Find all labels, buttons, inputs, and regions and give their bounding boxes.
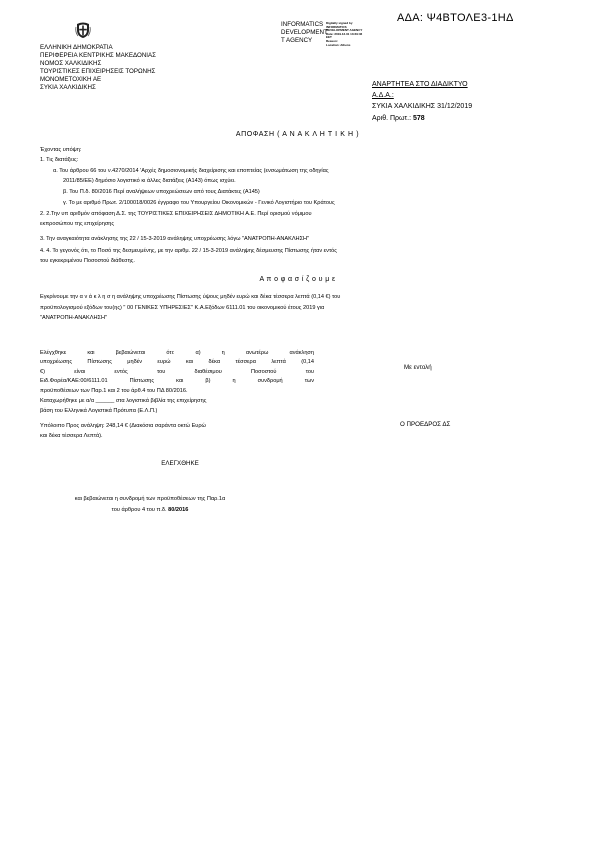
verification-line: Ειδ.Φορέα/ΚΑΕ:00/6111.01 Πίστωσης και β) η συνδρομή των [40, 378, 314, 385]
consideration-item: του εγκεκριμένου Ποσοστού διάθεσης. [40, 258, 135, 264]
issuer-block [40, 44, 156, 92]
verification-line: υποχρέωσης Πίστωσης μηδέν ευρώ και δέκα τέσσερα λεπτά (0,14 [40, 359, 314, 366]
verification-line: Ελέγχθηκε και βεβαιώνεται ότι: α) η ανωτέρω ανάκληση [40, 350, 314, 356]
certify-line [0, 507, 300, 514]
issuer-line: ΤΟΥΡΙΣΤΙΚΕΣ ΕΠΙΧΕΙΡΗΣΕΙΣ ΤΟΡΩΝΗΣ [40, 68, 156, 75]
consideration-subitem: α. Του άρθρου 66 του ν.4270/2014 'Αρχές δημοσιονομικής διαχείρισης και εποπτείας (ενσωμάτωση της οδηγίας [53, 168, 329, 174]
consideration-subitem: 2011/85/ΕΕ) δημόσιο λογιστικό κι άλλες διατάξεις (Α143) όπως ισχύει. [63, 178, 236, 184]
decision-line: "ΑΝΑΤΡΟΠΗ-ΑΝΑΚΛΗΣΗ" [40, 315, 108, 321]
decision-heading: Α π ο φ α σ ί ζ ο υ μ ε [259, 276, 336, 283]
consideration-item: εκπροσώπου της επιχείρησης [40, 221, 115, 227]
verification-block [40, 349, 314, 396]
agency-stamp: INFORMATICS DEVELOPMENT T AGENCY [281, 21, 328, 44]
ada-code: ΑΔΑ: Ψ4ΒΤΟΛΕ3-1ΗΔ [397, 12, 514, 24]
protocol-line [372, 114, 425, 123]
verification-line: €) είναι εντός του διαθέσιμου Ποσοστού του [40, 368, 314, 375]
ada-label: Α.Δ.Α.: [372, 92, 394, 99]
recorded-line: βάση του Ελληνικά Λογιστικά Πρότυπα (Ε.Λ.Π.) [40, 408, 158, 414]
consideration-item: 3. Την αναγκαιότητα ανάκλησης της 22 / 15-3-2019 ανάληψης υποχρέωσης λόγω "ΑΝΑΤΡΟΠΗ-ΑΝΑΚΛΗΣΗ" [40, 236, 310, 242]
president-label: Ο ΠΡΟΕΔΡΟΣ ΔΣ [400, 421, 451, 428]
document-title: ΑΠΟΦΑΣΗ ( Α Ν Α Κ Λ Η Τ Ι Κ Η ) [235, 131, 360, 138]
protocol-label: Αριθ. Πρωτ.: [372, 115, 412, 122]
issuer-line: ΝΟΜΟΣ ΧΑΛΚΙΔΙΚΗΣ [40, 60, 102, 67]
decision-line: προϋπολογισμού εξόδων του(ης) " 00 ΓΕΝΙΚΕΣ ΥΠΗΡΕΣΙΕΣ" Κ.Α.Εξόδων 6111.01 του οικονομικού έτους 2019 για [40, 305, 325, 311]
considerations-intro: Έχοντας υπόψη: [40, 147, 82, 153]
remaining-amount: και δέκα τέσσερα Λεπτά). [40, 433, 103, 439]
protocol-number: 578 [413, 115, 425, 122]
consideration-item: 4. 4. Το γεγονός ότι, το Ποσό της δεσμευμένης, με την αριθμ. 22 / 15-3-2019 ανάληψης δέσμευσης Πίστωσης ήταν εντός [40, 248, 337, 254]
checked-label: ΕΛΕΓΧΘΗΚΕ [161, 460, 199, 467]
issuer-line: ΣΥΚΙΑ ΧΑΛΚΙΔΙΚΗΣ [40, 84, 96, 91]
digital-signature-text: Digitally signed by INFORMATICS DEVELOPMENT AGENCY Date: 2019.12.31 13:29:46 EET Reason: Location: Athens [326, 21, 363, 47]
remaining-amount: Υπόλοιπο Προς ανάληψη: 248,14 € (Διακόσια σαράντα οκτώ Ευρώ [40, 423, 206, 429]
place-date: ΣΥΚΙΑ ΧΑΛΚΙΔΙΚΗΣ 31/12/2019 [372, 103, 473, 110]
issuer-line: ΕΛΛΗΝΙΚΗ ΔΗΜΟΚΡΑΤΙΑ [40, 44, 113, 51]
consideration-item: 1. Τις διατάξεις: [40, 157, 79, 163]
consideration-subitem: γ. Το με αριθμό Πρωτ. 2/100018/0026 έγγραφο του Υπουργείου Οικονομικών - Γενικό Λογιστήριο του Κράτους [63, 200, 335, 206]
consideration-item: 2. 2.Την υπ αριθμόν απόφαση Δ.Σ. της ΤΟΥΡΙΣΤΙΚΕΣ ΕΠΙΧΕΙΡΗΣΕΙΣ ΔΗΜΟΤΙΚΗ Α.Ε. Περί ορισμού νόμιμου [40, 211, 312, 217]
verification-line: προϋποθέσεων των Παρ.1 και 2 του άρθ.4 του ΠΔ 80/2016. [40, 387, 188, 394]
coat-of-arms-emblem [75, 21, 91, 39]
consideration-subitem: β. Του Π.δ. 80/2016 Περί αναλήψεων υποχρεώσεων από τους Διατάκτες (Α145) [63, 189, 260, 195]
issuer-line: ΜΟΝΟΜΕΤΟΧΙΚΗ ΑΕ [40, 76, 102, 83]
decision-line: Εγκρίνουμε την α ν ά κ λ η σ η ανάληψης υποχρέωσης Πίστωσης ύψους μηδέν ευρώ και δέκα τέσσερα λεπτά (0,14 €) του [40, 294, 341, 300]
posted-label: ΑΝΑΡΤΗΤΕΑ ΣΤΟ ΔΙΑΔΙΚΤΥΟ [372, 81, 468, 88]
issuer-line: ΠΕΡΙΦΕΡΕΙΑ ΚΕΝΤΡΙΚΗΣ ΜΑΚΕΔΟΝΙΑΣ [40, 52, 156, 59]
certify-text: του άρθρου 4 του π.δ. [111, 507, 167, 513]
recorded-line: Καταχωρήθηκε με α/α ______ στα λογιστικά βιβλία της επιχείρησης [40, 398, 207, 404]
certify-decree: 80/2016 [168, 507, 189, 513]
certify-line: και βεβαιώνεται η συνδρομή των προϋποθέσεων της Παρ.1α [74, 496, 226, 502]
by-order-label: Με εντολή [404, 364, 432, 371]
